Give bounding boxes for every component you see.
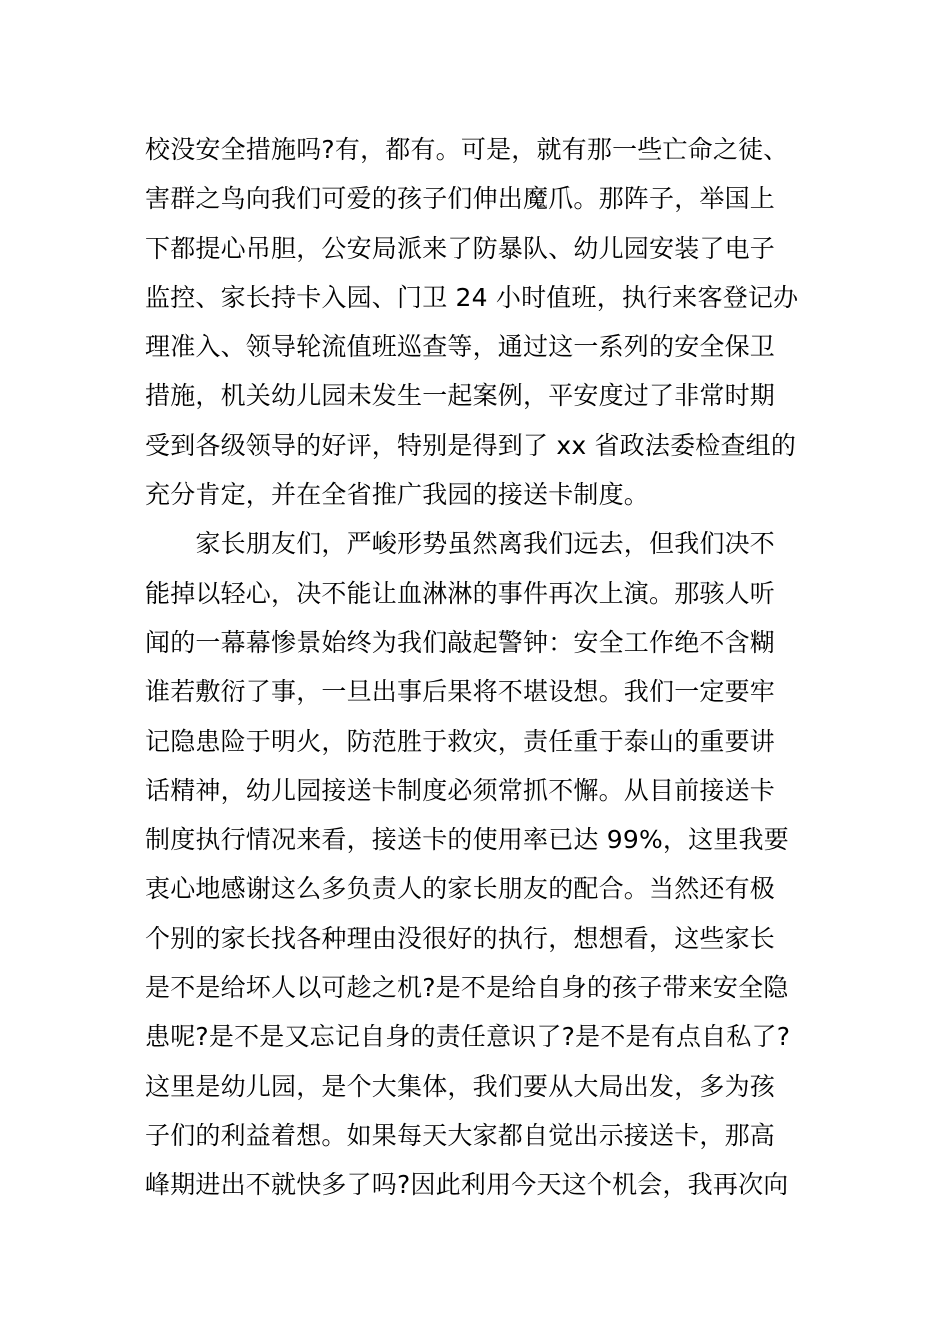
text-line: 患呢?是不是又忘记自身的责任意识了?是不是有点自私了? [145, 1022, 791, 1052]
text-line: 子们的利益着想。如果每天大家都自觉出示接送卡，那高 [145, 1120, 776, 1150]
text-line: 这里是幼儿园，是个大集体，我们要从大局出发，多为孩 [145, 1071, 776, 1101]
text-line: 个别的家长找各种理由没很好的执行，想想看，这些家长 [145, 923, 776, 953]
text-line: 害群之鸟向我们可爱的孩子们伸出魔爪。那阵子，举国上 [145, 184, 776, 214]
text-line: 记隐患险于明火，防范胜于救灾，责任重于泰山的重要讲 [145, 726, 776, 756]
text-line: 谁若敷衍了事，一旦出事后果将不堪设想。我们一定要牢 [145, 677, 776, 707]
text-line: 能掉以轻心，决不能让血淋淋的事件再次上演。那骇人听 [145, 578, 776, 608]
text-line: 监控、家长持卡入园、门卫 24 小时值班，执行来客登记办 [145, 282, 799, 312]
text-line: 闻的一幕幕惨景始终为我们敲起警钟：安全工作绝不含糊 [145, 627, 776, 657]
text-line: 峰期进出不就快多了吗?因此利用今天这个机会，我再次向 [145, 1170, 789, 1200]
text-line: 下都提心吊胆，公安局派来了防暴队、幼儿园安装了电子 [145, 233, 776, 263]
text-line: 是不是给坏人以可趁之机?是不是给自身的孩子带来安全隐 [145, 973, 789, 1003]
text-line: 话精神，幼儿园接送卡制度必须常抓不懈。从目前接送卡 [145, 775, 776, 805]
text-line: 充分肯定，并在全省推广我园的接送卡制度。 [145, 480, 650, 510]
paragraph-start-line: 家长朋友们，严峻形势虽然离我们远去，但我们决不 [145, 529, 776, 559]
text-line: 理准入、领导轮流值班巡查等，通过这一系列的安全保卫 [145, 332, 776, 362]
text-line: 制度执行情况来看，接送卡的使用率已达 99%，这里我要 [145, 825, 789, 855]
text-line: 受到各级领导的好评，特别是得到了 xx 省政法委检查组的 [145, 430, 797, 460]
text-line: 衷心地感谢这么多负责人的家长朋友的配合。当然还有极 [145, 874, 776, 904]
text-line: 校没安全措施吗?有，都有。可是，就有那一些亡命之徒、 [145, 135, 789, 164]
text-line: 措施，机关幼儿园未发生一起案例，平安度过了非常时期 [145, 381, 776, 411]
body-text [145, 125, 815, 1210]
